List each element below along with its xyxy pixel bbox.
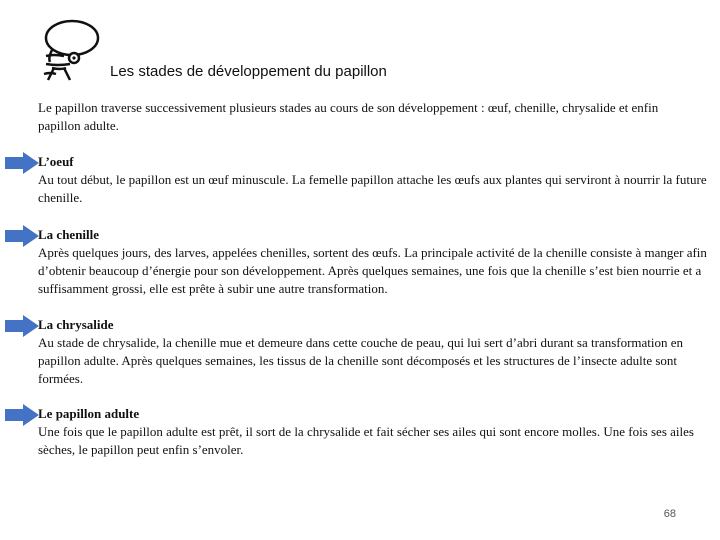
page-number: 68 — [663, 508, 676, 520]
arrow-right-icon — [5, 225, 39, 247]
section-heading: L’oeuf — [38, 154, 74, 169]
section-body: Au tout début, le papillon est un œuf minuscule. La femelle papillon attache les œufs aux plantes qui serviront à nourrir la future chenille. — [38, 172, 707, 205]
section-heading: Le papillon adulte — [38, 406, 140, 421]
section-chrysalis — [38, 316, 708, 388]
section-heading: La chenille — [38, 227, 100, 242]
arrow-right-icon — [5, 152, 39, 174]
section-body: Après quelques jours, des larves, appelées chenilles, sortent des œufs. La principale activité de la chenille consiste à manger afin d’obtenir beaucoup d’énergie pour son développement. Après quelques semaines, une fois que la chenille s’est bien nourrie et a suffisamment grossi, elle est prête à subir une autre transformation. — [38, 245, 707, 296]
section-egg — [38, 153, 708, 207]
section-body: Une fois que le papillon adulte est prêt, il sort de la chrysalide et fait sécher ses ailes qui sont encore molles. Une fois ses ailes sèches, le papillon peut enfin s’envoler. — [38, 424, 694, 457]
intro-paragraph: Le papillon traverse successivement plusieurs stades au cours de son développement : œuf, chenille, chrysalide et enfin papillon adulte. — [38, 100, 659, 133]
arrow-right-icon — [5, 404, 39, 426]
page-title: Les stades de développement du papillon — [110, 63, 387, 80]
section-caterpillar — [38, 226, 708, 298]
section-adult-butterfly — [38, 405, 708, 459]
section-body: Au stade de chrysalide, la chenille mue et demeure dans cette couche de peau, qui lui sert d’abri durant sa transformation en papillon adulte. Après quelques semaines, les tissus de la chenille sont décomposés et les structures de l’insecte adulte sont formées. — [38, 335, 684, 386]
face-logo-icon — [36, 10, 106, 86]
section-heading: La chrysalide — [38, 317, 114, 332]
arrow-right-icon — [5, 315, 39, 337]
